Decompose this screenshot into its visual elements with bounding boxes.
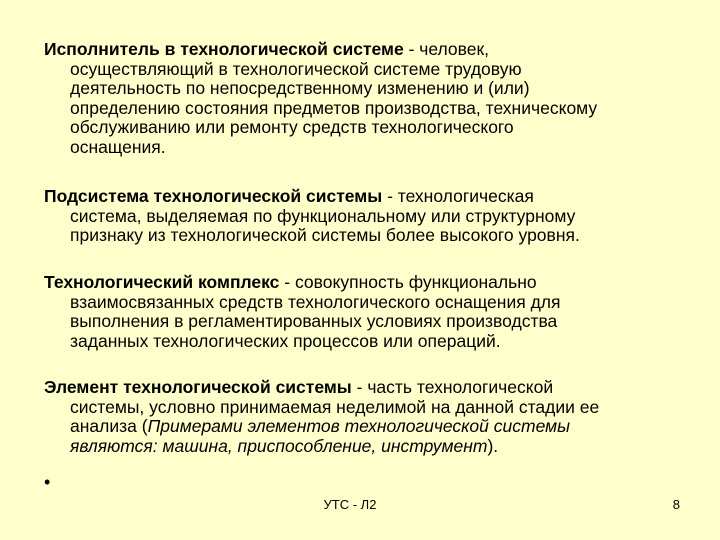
definition-text: ). [487,435,499,456]
definition-text-line [44,437,694,457]
footer-title: УТС - Л2 [323,497,377,512]
definition-text-line: заданных технологических процессов или операций. [70,330,501,351]
definition-text-line: обслуживанию или ремонту средств технологического [70,117,514,137]
definition-text: - совокупность функционально [279,272,537,292]
definition-text: - часть технологической [351,377,554,397]
definition-text-line: система, выделяемая по функциональному или структурному [70,205,576,226]
definition-text: анализа ( [70,416,148,436]
definition-first-line [44,40,694,60]
definition-term: Элемент технологической системы [44,377,352,397]
definition-text-line: осуществляющий в технологической системе трудовую [70,58,522,79]
definition-first-line [44,378,694,398]
definition-first-line [44,273,694,293]
definition-text-line: признаку из технологической системы более высокого уровня. [70,225,580,245]
definition-example-italic: являются: машина, приспособление, инструмент [70,435,488,456]
definition-example-italic: Примерами элементов технологической системы [147,416,570,436]
page-number: 8 [672,497,680,512]
definition-complex [44,273,694,351]
definition-text-line: выполнения в регламентированных условиях производства [70,311,558,331]
definition-term: Подсистема технологической системы [44,186,383,206]
definition-text: - технологическая [382,186,534,206]
definition-element [44,378,694,456]
definition-executor [44,40,694,157]
definition-text-line: системы, условно принимаемая неделимой на данной стадии ее [70,396,600,417]
definition-text: - человек, [403,39,490,59]
definition-text-line: деятельность по непосредственному изменению и (или) [70,78,530,98]
definition-text-line: взаимосвязанных средств технологического оснащения для [70,291,561,312]
definition-text-line [44,417,694,437]
definition-term: Исполнитель в технологической системе [44,39,404,59]
empty-bullet-icon: • [44,472,51,492]
definition-text-line: оснащения. [70,136,166,157]
definition-first-line [44,187,694,207]
definition-text-line: определению состояния предметов производства, техническому [70,97,598,118]
definition-term: Технологический комплекс [44,272,280,292]
definition-subsystem [44,187,694,246]
